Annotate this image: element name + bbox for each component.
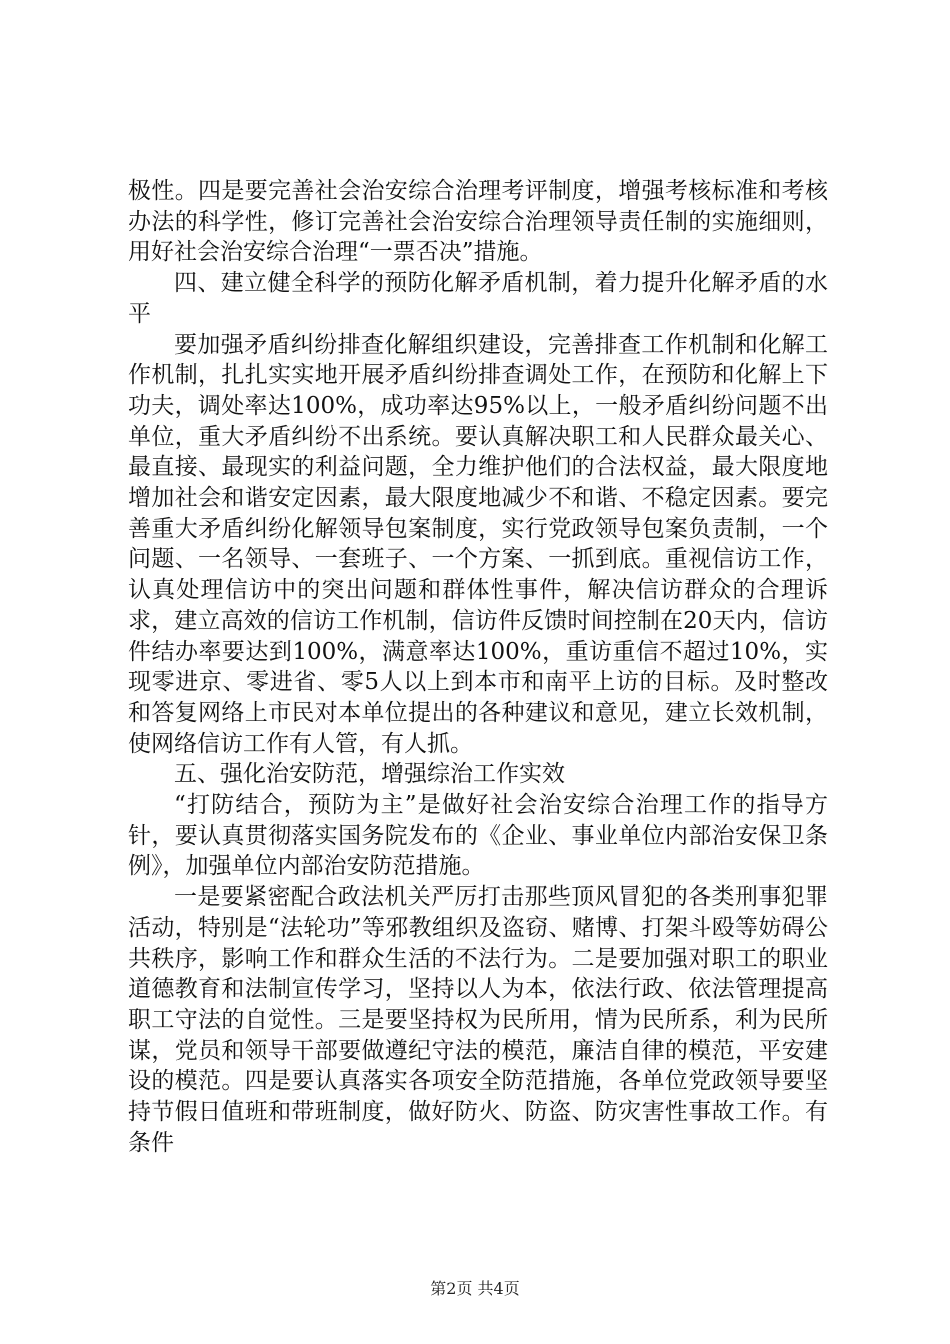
paragraph-guiding-policy: “打防结合，预防为主”是做好社会治安综合治理工作的指导方针，要认真贯彻落实国务院发布的《企业、事业单位内部治安保卫条例》，加强单位内部治安防范措施。 (128, 792, 828, 880)
paragraph-measures: 一是要紧密配合政法机关严厉打击那些顶风冒犯的各类刑事犯罪活动，特别是“法轮功”等邪教组织及盗窃、赌博、打架斗殴等妨碍公共秩序，影响工作和群众生活的不法行为。二是要加强对职工的职业道德教育和法制宣传学习，坚持以人为本，依法行政、依法管理提高职工守法的自觉性。三是要坚持权为民所用，情为民所系，利为民所谋，党员和领导干部要做遵纪守法的模范，廉洁自律的模范，平安建设的模范。四是要认真落实各项安全防范措施，各单位党政领导要坚持节假日值班和带班制度，做好防火、防盗、防灾害性事故工作。有条件 (128, 884, 828, 1156)
page-number-footer: 第2页 共4页 (430, 1279, 520, 1298)
paragraph-continuation: 极性。四是要完善社会治安综合治理考评制度，增强考核标准和考核办法的科学性，修订完善社会治安综合治理领导责任制的实施细则，用好社会治安综合治理“一票否决”措施。 (128, 178, 828, 266)
document-body (128, 176, 828, 1159)
paragraph-dispute-resolution: 要加强矛盾纠纷排查化解组织建设，完善排查工作机制和化解工作机制，扎扎实实地开展矛盾纠纷排查调处工作，在预防和化解上下功夫，调处率达100%，成功率达95%以上，一般矛盾纠纷问题不出单位，重大矛盾纠纷不出系统。要认真解决职工和人民群众最关心、最直接、最现实的利益问题，全力维护他们的合法权益，最大限度地增加社会和谐安定因素，最大限度地减少不和谐、不稳定因素。要完善重大矛盾纠纷化解领导包案制度，实行党政领导包案负责制，一个问题、一名领导、一套班子、一个方案、一抓到底。重视信访工作，认真处理信访中的突出问题和群体性事件，解决信访群众的合理诉求，建立高效的信访工作机制，信访件反馈时间控制在20天内，信访件结办率要达到100%，满意率达100%，重访重信不超过10%，实现零进京、零进省、零5人以上到本市和南平上访的目标。及时整改和答复网络上市民对本单位提出的各种建议和意见，建立长效机制，使网络信访工作有人管，有人抓。 (128, 331, 828, 757)
section-heading-4: 四、建立健全科学的预防化解矛盾机制，着力提升化解矛盾的水平 (128, 270, 828, 327)
section-heading-5: 五、强化治安防范，增强综治工作实效 (174, 761, 565, 788)
